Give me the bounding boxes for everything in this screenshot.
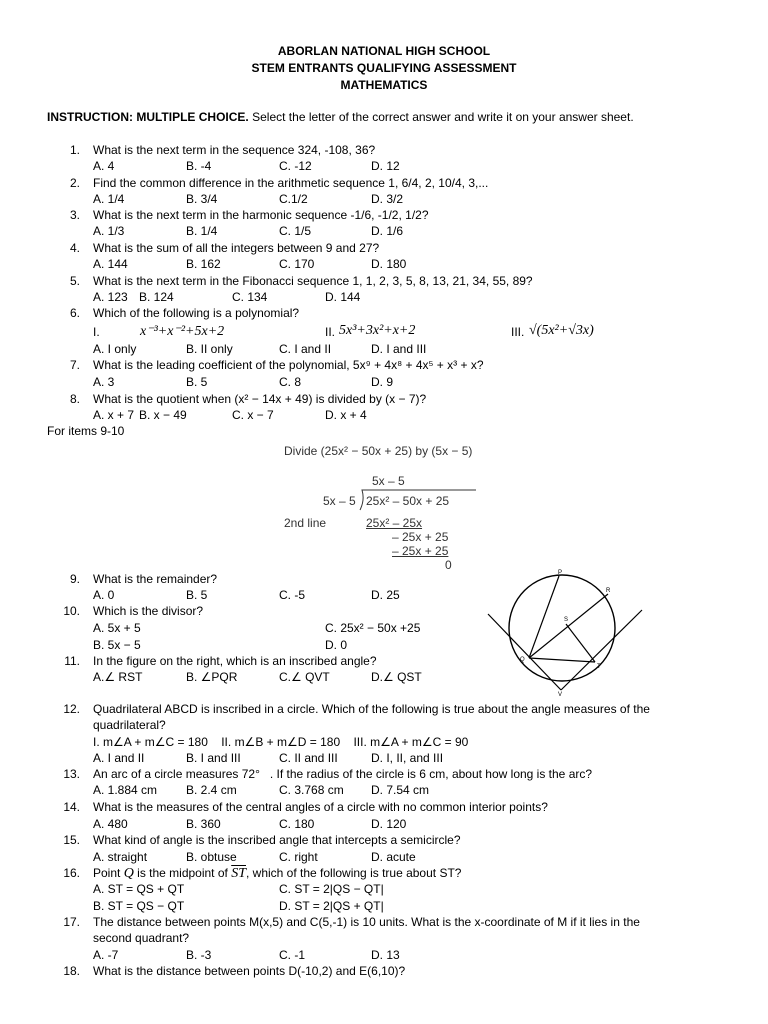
division-dividend: 25x² – 50x + 25: [366, 494, 450, 508]
choice: B. 2.4 cm: [186, 783, 237, 797]
choice: B. I and III: [186, 751, 241, 765]
choice: C.∠ QVT: [279, 670, 330, 684]
question-text-continued: quadrilateral?: [93, 718, 166, 732]
q16-text-c: , which of the following is true about ST?: [246, 866, 462, 880]
choice: A. 144: [93, 257, 128, 271]
choice: C. 170: [279, 257, 315, 271]
question-number: 12.: [63, 702, 80, 716]
division-step-1: 25x² – 25x: [366, 516, 423, 530]
choice: B. x − 49: [139, 408, 187, 422]
segment-st: [566, 624, 595, 662]
question-text: What is the next term in the sequence 324, -108, 36?: [93, 143, 376, 157]
choice: C. 8: [279, 375, 302, 389]
question-text: In the figure on the right, which is an inscribed angle?: [93, 654, 377, 668]
choice: B. 5: [186, 588, 208, 602]
choice: D. I, II, and III: [371, 751, 444, 765]
choice: A. 1/3: [93, 224, 125, 238]
choice: D. I and III: [371, 342, 427, 356]
q16-text-b: is the midpoint of: [133, 866, 232, 880]
choice: C. 180: [279, 817, 315, 831]
question-text: What is the next term in the harmonic sequence -1/6, -1/2, 1/2?: [93, 208, 429, 222]
choice: D. 12: [371, 159, 400, 173]
question-text: Quadrilateral ABCD is inscribed in a circle. Which of the following is true about the angle measures of the: [93, 702, 650, 716]
point-label-p: P: [558, 570, 563, 576]
choice: D. 9: [371, 375, 394, 389]
poly-expression-i: x⁻³+x⁻²+5x+2: [140, 324, 225, 339]
question-text: The distance between points M(x,5) and C(5,-1) is 10 units. What is the x-coordinate of M if it lies in the: [93, 915, 640, 929]
choice: B. obtuse: [186, 850, 237, 864]
subject-title: MATHEMATICS: [340, 78, 428, 92]
choice: B. ∠PQR: [186, 670, 238, 684]
point-label-q: Q: [520, 657, 525, 663]
question-number: 15.: [63, 833, 80, 847]
choice: C. x − 7: [232, 408, 274, 422]
choice: C. -1: [279, 948, 306, 962]
question-number: 10.: [63, 604, 80, 618]
choice: C. 1/5: [279, 224, 312, 238]
choice: A. 1.884 cm: [93, 783, 158, 797]
assessment-title: STEM ENTRANTS QUALIFYING ASSESSMENT: [251, 61, 517, 75]
choice: D. acute: [371, 850, 416, 864]
question-text: What kind of angle is the inscribed angle that intercepts a semicircle?: [93, 833, 461, 847]
division-divisor: 5x – 5: [323, 494, 356, 508]
q16-text-a: Point: [93, 866, 124, 880]
question-text: What is the sum of all the integers between 9 and 27?: [93, 241, 380, 255]
question-text: What is the measures of the central angles of a circle with no common interior points?: [93, 800, 548, 814]
choice: C. ST = 2|QS − QT|: [279, 882, 384, 896]
choice: A. straight: [93, 850, 148, 864]
choice: C. 3.768 cm: [279, 783, 344, 797]
question-text: What is the distance between points D(-10,2) and E(6,10)?: [93, 964, 406, 978]
question-text: An arc of a circle measures 72° . If the radius of the circle is 6 cm, about how long is the arc?: [93, 767, 593, 781]
school-name: ABORLAN NATIONAL HIGH SCHOOL: [277, 44, 491, 58]
question-number: 9.: [69, 572, 80, 586]
question-text: What is the remainder?: [93, 572, 218, 586]
choice: A. 4: [93, 159, 115, 173]
question-text-continued: second quadrant?: [93, 931, 190, 945]
choice: C. -5: [279, 588, 306, 602]
choice: C. 25x² − 50x +25: [325, 621, 421, 635]
choice: A. I only: [93, 342, 137, 356]
choice: D. x + 4: [325, 408, 367, 422]
choice: D. 25: [371, 588, 400, 602]
point-label-t: T: [597, 664, 601, 670]
choice: B. 162: [186, 257, 221, 271]
choice: D. 13: [371, 948, 400, 962]
poly-option-i: [93, 325, 100, 339]
point-label-s: S: [564, 617, 569, 623]
question-number: 13.: [63, 767, 80, 781]
choice: B. 3/4: [186, 192, 218, 206]
poly-label: II.: [325, 325, 336, 339]
choice: A. 5x + 5: [93, 621, 141, 635]
point-label-v: V: [558, 692, 563, 698]
poly-label: III.: [511, 325, 525, 339]
chord-qt: [529, 658, 595, 662]
circle-figure: [482, 566, 652, 698]
choice: C. 134: [232, 290, 268, 304]
question-text: What is the quotient when (x² − 14x + 49) is divided by (x − 7)?: [93, 392, 427, 406]
question-number: 3.: [69, 208, 80, 222]
choice: D. 120: [371, 817, 407, 831]
choice: B. 5: [186, 375, 208, 389]
question-text: Which of the following is a polynomial?: [93, 306, 300, 320]
division-title: Divide (25x² − 50x + 25) by (5x − 5): [284, 444, 473, 458]
choice: B. 360: [186, 817, 221, 831]
question-number: 14.: [63, 800, 80, 814]
choice: A. -7: [93, 948, 119, 962]
choice: C. II and III: [279, 751, 338, 765]
q16-var: Q: [123, 866, 134, 881]
choice: C. right: [279, 850, 318, 864]
choice: D. 0: [325, 638, 348, 652]
choice: B. 1/4: [186, 224, 218, 238]
choice: A. 3: [93, 375, 115, 389]
choice: B. 124: [139, 290, 174, 304]
choice: A.∠ RST: [93, 670, 143, 684]
question-number: 7.: [69, 358, 80, 372]
question-text: What is the next term in the Fibonacci sequence 1, 1, 2, 3, 5, 8, 13, 21, 34, 55, 89?: [93, 274, 533, 288]
question-number: 16.: [63, 866, 80, 880]
division-remainder: 0: [445, 558, 452, 572]
question-number: 1.: [69, 143, 80, 157]
question-text: Find the common difference in the arithmetic sequence 1, 6/4, 2, 10/4, 3,...: [93, 176, 489, 190]
choice: A. 123: [93, 290, 128, 304]
choice: D. 144: [325, 290, 361, 304]
choice: A. 1/4: [93, 192, 125, 206]
q16-segment: $\overline{ST}$: [231, 866, 246, 881]
choice: B. -4: [186, 159, 212, 173]
choice: D. 7.54 cm: [371, 783, 430, 797]
choice: A. 480: [93, 817, 128, 831]
choice: D. 1/6: [371, 224, 404, 238]
question-number: 18.: [63, 964, 80, 978]
second-line-label: 2nd line: [284, 516, 327, 530]
instruction-text: Select the letter of the correct answer and write it on your answer sheet.: [252, 110, 634, 124]
choice: B. 5x − 5: [93, 638, 141, 652]
choice: B. ST = QS − QT: [93, 899, 185, 913]
question-number: 11.: [64, 654, 80, 668]
division-step-3: – 25x + 25: [392, 544, 449, 558]
question-number: 4.: [69, 241, 80, 255]
question-text: What is the leading coefficient of the polynomial, 5x⁹ + 4x⁸ + 4x⁵ + x³ + x?: [93, 358, 484, 372]
for-items-label: For items 9-10: [47, 424, 125, 438]
point-label-r: R: [606, 588, 611, 594]
choice: C. I and II: [279, 342, 332, 356]
instruction-label: INSTRUCTION: MULTIPLE CHOICE.: [47, 110, 249, 124]
choice: D.∠ QST: [371, 670, 422, 684]
instruction: [47, 110, 634, 124]
question-text: Which is the divisor?: [93, 604, 204, 618]
choice: A. I and II: [93, 751, 145, 765]
division-quotient: 5x – 5: [372, 474, 405, 488]
poly-expression-iii: √(5x²+√3x): [529, 323, 594, 338]
question-number: 8.: [69, 392, 80, 406]
tangent-line-left: [488, 614, 561, 690]
question-number: 6.: [69, 306, 80, 320]
question-number: 2.: [69, 176, 80, 190]
choice: B. -3: [186, 948, 212, 962]
question-text: [93, 866, 461, 882]
poly-expression-ii: 5x³+3x²+x+2: [339, 323, 416, 338]
choice: A. 0: [93, 588, 115, 602]
question-number: 17.: [63, 915, 80, 929]
choice: A. x + 7: [93, 408, 135, 422]
choice: A. ST = QS + QT: [93, 882, 185, 896]
statements: I. m∠A + m∠C = 180 II. m∠B + m∠D = 180 III. m∠A + m∠C = 90: [93, 735, 469, 749]
choice: B. II only: [186, 342, 233, 356]
choice: C. -12: [279, 159, 312, 173]
choice: C.1/2: [279, 192, 308, 206]
choice: D. ST = 2|QS + QT|: [279, 899, 384, 913]
question-number: 5.: [69, 274, 80, 288]
choice: D. 180: [371, 257, 407, 271]
poly-label: I.: [93, 325, 100, 339]
division-step-2: – 25x + 25: [392, 530, 449, 544]
choice: D. 3/2: [371, 192, 404, 206]
